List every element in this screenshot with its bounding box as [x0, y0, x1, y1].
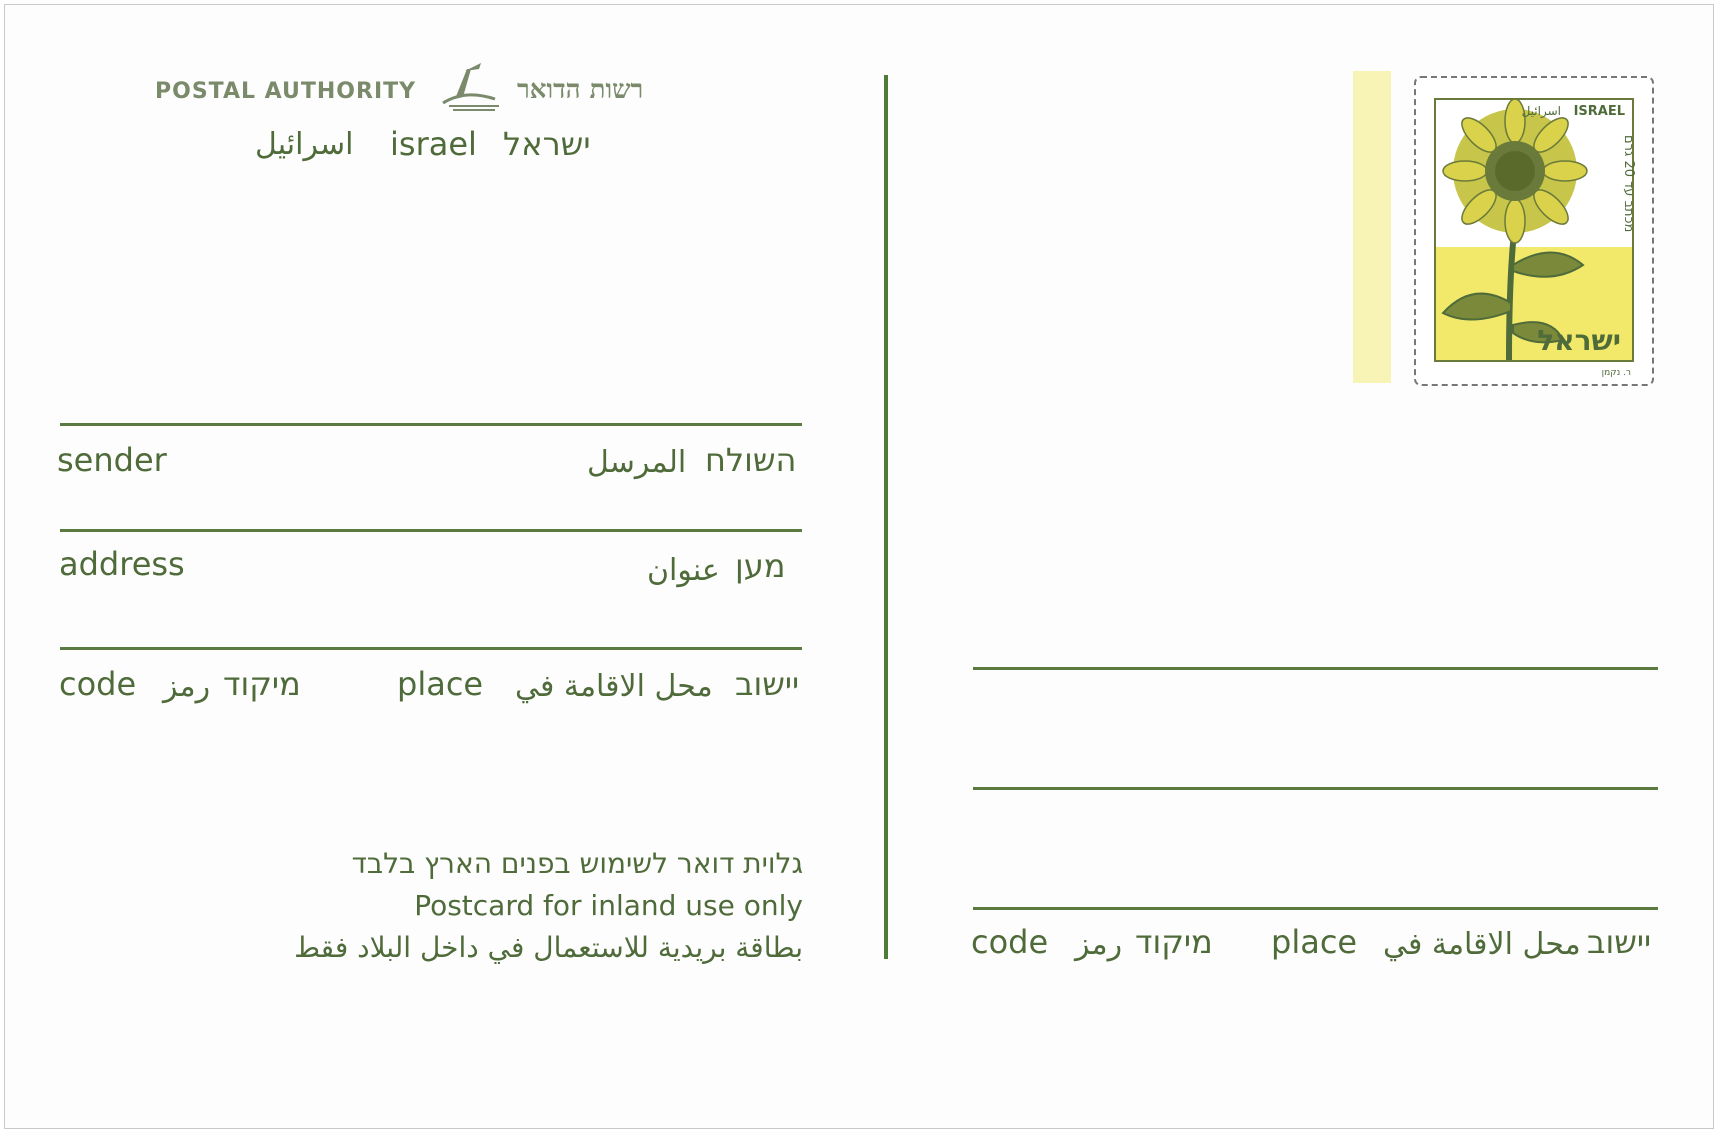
place-label-he: יישוב — [735, 665, 800, 703]
recipient-place-label-ar: محل الاقامة في — [1383, 927, 1581, 962]
recipient-line-1 — [973, 667, 1658, 670]
sender-label-ar: المرسل — [587, 445, 687, 480]
postal-authority-emblem-icon — [435, 59, 515, 115]
address-label-ar: عنوان — [647, 553, 720, 588]
country-name-ar: اسرائيل — [255, 127, 354, 162]
address-label-en: address — [59, 545, 185, 583]
recipient-code-label-he: מיקוד — [1135, 923, 1213, 961]
code-label-en: code — [59, 665, 137, 703]
stamp-country-he: ישראל — [1537, 324, 1621, 357]
code-label-ar: رمز — [163, 669, 211, 704]
sender-label-en: sender — [57, 441, 167, 479]
recipient-code-label-en: code — [971, 923, 1049, 961]
imprinted-stamp — [1413, 75, 1655, 387]
stamp-country-en: ISRAEL — [1573, 104, 1625, 119]
recipient-code-label-ar: رمز — [1075, 927, 1123, 962]
postal-authority-he: רשות הדואר — [517, 75, 644, 105]
footer-text-he: גלוית דואר לשימוש בפנים הארץ בלבד — [351, 847, 803, 880]
stamp-country-ar: اسرائيل — [1521, 104, 1561, 118]
place-line — [60, 647, 802, 650]
sender-line-1 — [60, 423, 802, 426]
sender-label-he: השולח — [705, 441, 797, 479]
place-label-en: place — [397, 665, 484, 703]
stamp-side-text: מכתב עד 20 גרם — [1621, 135, 1636, 233]
postal-authority-en: POSTAL AUTHORITY — [155, 79, 417, 104]
code-label-he: מיקוד — [223, 665, 301, 703]
footer-text-ar: بطاقة بريدية للاستعمال في داخل البلاد فقط — [294, 931, 803, 964]
footer-text-en: Postcard for inland use only — [414, 889, 803, 922]
postcard — [4, 4, 1714, 1129]
recipient-place-label-he: יישוב — [1587, 923, 1652, 961]
recipient-line-3 — [973, 907, 1658, 910]
stamp-designer: ר. נקמן — [1601, 368, 1631, 378]
center-divider — [884, 75, 888, 959]
place-label-ar: محل الاقامة في — [515, 669, 713, 704]
address-label-he: מען — [735, 547, 786, 585]
recipient-place-label-en: place — [1271, 923, 1358, 961]
country-name-he: ישראל — [503, 125, 591, 163]
address-line — [60, 529, 802, 532]
recipient-line-2 — [973, 787, 1658, 790]
country-name-en: israel — [390, 125, 477, 163]
stamp-phosphor-band — [1353, 71, 1391, 383]
